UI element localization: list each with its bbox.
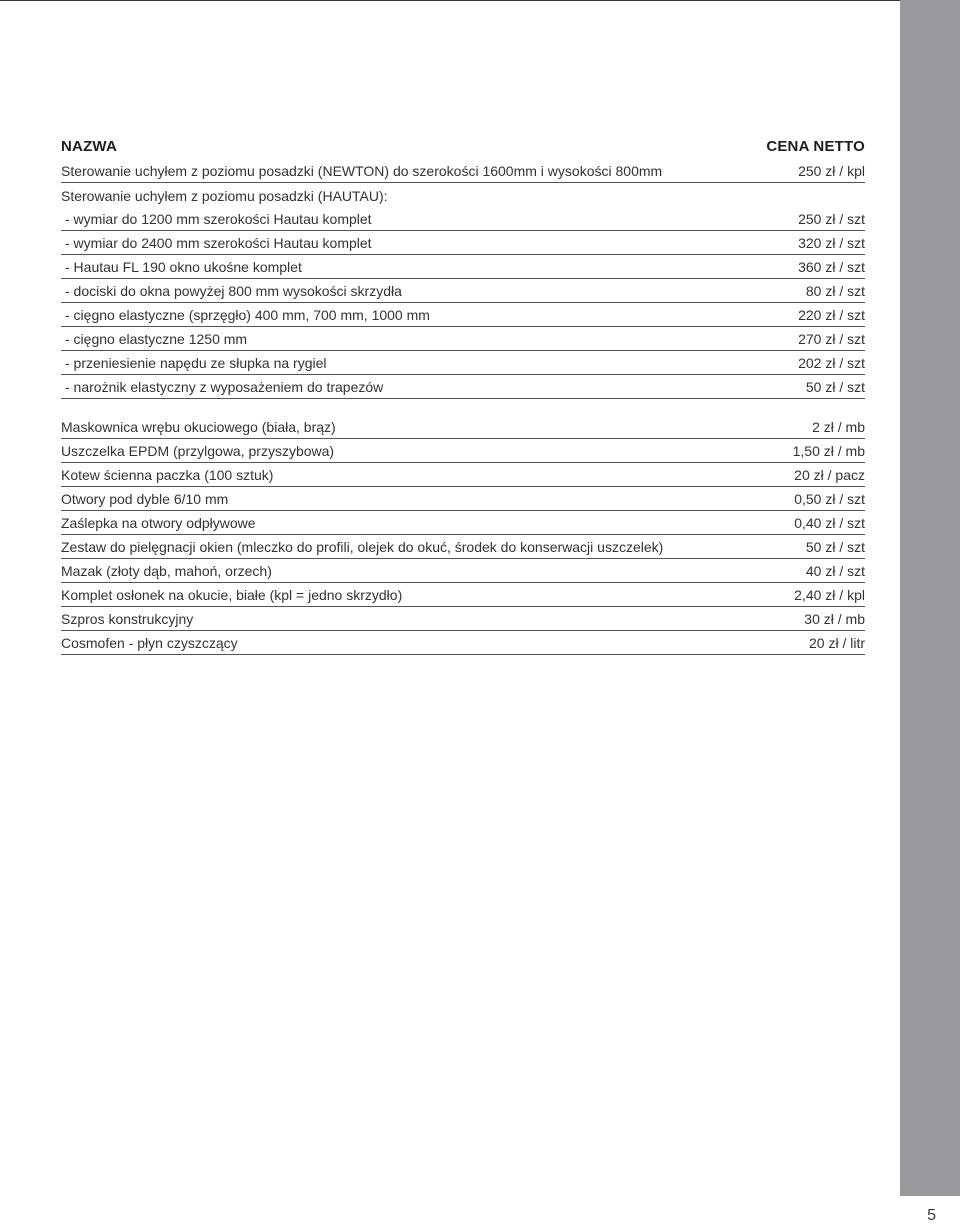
table-row xyxy=(61,255,865,279)
item-price: 0,50 zł / szt xyxy=(794,491,865,507)
item-name: Kotew ścienna paczka (100 sztuk) xyxy=(61,467,274,483)
item-price: 360 zł / szt xyxy=(798,259,865,275)
table-row xyxy=(61,487,865,511)
item-name: Sterowanie uchyłem z poziomu posadzki (HAUTAU): xyxy=(61,188,388,204)
item-name: Mazak (złoty dąb, mahoń, orzech) xyxy=(61,563,272,579)
table-row xyxy=(61,279,865,303)
table-row xyxy=(61,463,865,487)
item-price: 202 zł / szt xyxy=(798,355,865,371)
header-price: CENA NETTO xyxy=(766,138,865,155)
page-number: 5 xyxy=(927,1207,936,1224)
table-row xyxy=(61,535,865,559)
table-row xyxy=(61,559,865,583)
item-price: 1,50 zł / mb xyxy=(792,443,865,459)
item-name: Otwory pod dyble 6/10 mm xyxy=(61,491,229,507)
item-name: - cięgno elastyczne 1250 mm xyxy=(65,331,248,347)
item-price: 30 zł / mb xyxy=(804,611,865,627)
item-name: - Hautau FL 190 okno ukośne komplet xyxy=(65,259,302,275)
table-row xyxy=(61,511,865,535)
item-name: Komplet osłonek na okucie, białe (kpl = jedno skrzydło) xyxy=(61,587,403,603)
item-name: Uszczelka EPDM (przylgowa, przyszybowa) xyxy=(61,443,335,459)
item-price: 0,40 zł / szt xyxy=(794,515,865,531)
item-price: 50 zł / szt xyxy=(805,379,865,395)
item-price: 320 zł / szt xyxy=(798,235,865,251)
table-row xyxy=(61,327,865,351)
item-name: - narożnik elastyczny z wyposażeniem do trapezów xyxy=(65,379,384,395)
item-name: Szpros konstrukcyjny xyxy=(61,611,194,627)
table-header xyxy=(61,130,865,155)
item-name: - cięgno elastyczne (sprzęgło) 400 mm, 700 mm, 1000 mm xyxy=(65,307,430,323)
table-row xyxy=(61,159,865,183)
table-row xyxy=(61,607,865,631)
item-price: 250 zł / szt xyxy=(798,211,865,227)
item-price: 250 zł / kpl xyxy=(798,163,865,179)
item-price: 20 zł / litr xyxy=(808,635,865,651)
item-price: 2,40 zł / kpl xyxy=(794,587,865,603)
table-row xyxy=(61,439,865,463)
item-name: - wymiar do 1200 mm szerokości Hautau komplet xyxy=(65,211,372,227)
item-price: 50 zł / szt xyxy=(805,539,865,555)
table-row xyxy=(61,583,865,607)
item-name: Maskownica wrębu okuciowego (biała, brąz) xyxy=(61,419,336,435)
item-name: Zestaw do pielęgnacji okien (mleczko do profili, olejek do okuć, środek do konserwacji uszczelek) xyxy=(61,539,664,555)
item-name: - dociski do okna powyżej 800 mm wysokości skrzydła xyxy=(65,283,402,299)
item-price: 2 zł / mb xyxy=(812,419,865,435)
table-row xyxy=(61,375,865,399)
table-row xyxy=(61,415,865,439)
price-group-2 xyxy=(61,415,865,655)
item-name: Zaślepka na otwory odpływowe xyxy=(61,515,256,531)
item-name: Sterowanie uchyłem z poziomu posadzki (NEWTON) do szerokości 1600mm i wysokości 800mm xyxy=(61,163,663,179)
table-row xyxy=(61,351,865,375)
table-row xyxy=(61,231,865,255)
top-border xyxy=(0,0,900,1)
item-price: 220 zł / szt xyxy=(798,307,865,323)
price-group-1 xyxy=(61,159,865,399)
table-row xyxy=(61,631,865,655)
item-price: 20 zł / pacz xyxy=(794,467,865,483)
table-row xyxy=(61,183,865,207)
header-name: NAZWA xyxy=(61,138,117,155)
item-name: Cosmofen - płyn czyszczący xyxy=(61,635,238,651)
table-row xyxy=(61,303,865,327)
item-name: - przeniesienie napędu ze słupka na rygiel xyxy=(65,355,327,371)
item-price: 80 zł / szt xyxy=(805,283,865,299)
side-bar xyxy=(900,0,960,1196)
item-price: 40 zł / szt xyxy=(805,563,865,579)
item-price: 270 zł / szt xyxy=(798,331,865,347)
item-name: - wymiar do 2400 mm szerokości Hautau komplet xyxy=(65,235,372,251)
table-row xyxy=(61,207,865,231)
price-table xyxy=(61,130,865,655)
